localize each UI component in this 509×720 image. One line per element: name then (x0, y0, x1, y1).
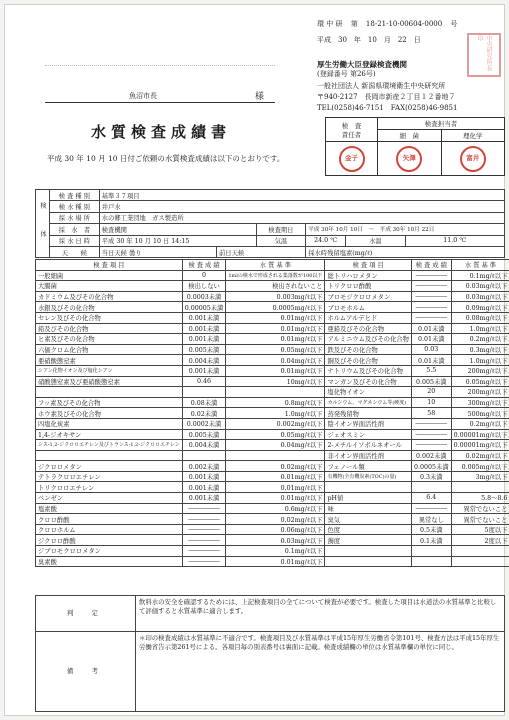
right-standard: 300mg/ℓ以下 (451, 397, 509, 408)
left-standard: 検出されないこと (226, 281, 325, 292)
right-result: 10 (411, 397, 451, 408)
right-item: pH値 (325, 493, 412, 504)
left-item: 四塩化炭素 (36, 418, 183, 429)
meta-label: 天 候 (50, 246, 100, 257)
table-row (36, 450, 509, 461)
meta-label: 検 水 種 別 (50, 201, 100, 212)
sample-info-table (35, 189, 505, 258)
table-row (36, 323, 509, 334)
table-row (36, 397, 509, 408)
right-result (411, 556, 451, 567)
report-number-value: 18-21-10-00604-0000 (365, 20, 443, 28)
right-standard: 3mg/ℓ以下 (451, 471, 509, 482)
left-item (36, 450, 183, 461)
addressee-upper-line (45, 65, 275, 66)
right-item: ジェオスミン (325, 429, 412, 440)
right-item: 蒸発残留物 (325, 408, 412, 419)
responsible-label: 検 査 責任者 (326, 118, 378, 142)
left-item: テトラクロロエチレン (36, 471, 183, 482)
report-number (317, 19, 457, 29)
weather-prev: 前日天候 (216, 246, 305, 257)
right-result: ――――― (411, 503, 451, 514)
left-item: 硝酸態窒素及び亜硝酸態窒素 (36, 376, 183, 387)
right-standard: 0.2mg/ℓ以下 (451, 418, 509, 429)
seal-cell-2 (378, 142, 442, 176)
sample-section-label: 検 体 (36, 190, 50, 258)
left-result: ――――― (182, 546, 226, 557)
left-standard: 0.01mg/ℓ以下 (226, 471, 325, 482)
right-result: ――――― (411, 440, 451, 451)
right-result: ――――― (411, 418, 451, 429)
left-item: 大腸菌 (36, 281, 183, 292)
right-standard: 異常でないこと (451, 514, 509, 525)
right-item: 総トリハロメタン (325, 270, 412, 281)
right-item: 亜鉛及びその化合物 (325, 323, 412, 334)
role-chemistry: 理化学 (441, 130, 505, 142)
water-temp-value: 11.0 ℃ (405, 235, 504, 246)
issuer-line4: 〒940-2127 長岡市新産２丁目１２番地７ (317, 93, 456, 101)
left-standard (226, 450, 325, 461)
residual-chlorine-label: 採水時残留塩素(mg/ℓ) (306, 246, 505, 257)
right-standard: 0.1mg/ℓ以下 (451, 270, 509, 281)
right-item: アルミニウム及びその化合物 (325, 334, 412, 345)
sampling-datetime: 平成 30 年 10 月 10 日 14:15 (99, 235, 256, 246)
right-standard: 0.02mg/ℓ以下 (451, 450, 509, 461)
left-result: 0.02未満 (182, 408, 226, 419)
table-row (36, 355, 509, 366)
column-header: 水 質 基 準 (451, 260, 509, 271)
table-row (36, 281, 509, 292)
right-item: 色度 (325, 524, 412, 535)
inspection-period-label: 検査期日 (256, 224, 306, 235)
left-standard: 0.06mg/ℓ以下 (226, 524, 325, 535)
right-standard: 1.0mg/ℓ以下 (451, 323, 509, 334)
left-result: ――――― (182, 514, 226, 525)
left-result: 0.004未満 (182, 355, 226, 366)
right-item (325, 482, 412, 493)
table-row (36, 440, 509, 451)
right-result: 0.03 (411, 344, 451, 355)
left-result: 0.46 (182, 376, 226, 387)
meta-label: 採 水 日 時 (50, 235, 100, 246)
inspector-table (325, 117, 505, 176)
column-header: 検 査 項 目 (325, 260, 412, 271)
left-item: 六価クロム化合物 (36, 344, 183, 355)
left-result: 0.001未満 (182, 365, 226, 376)
column-header: 水 質 基 準 (226, 260, 325, 271)
right-item (325, 546, 412, 557)
results-table (35, 259, 509, 567)
left-result: 検出しない (182, 281, 226, 292)
column-header: 検 査 成 績 (182, 260, 226, 271)
right-item: マンガン及びその化合物 (325, 376, 412, 387)
left-result (182, 450, 226, 461)
table-row (36, 503, 509, 514)
addressee-name: 魚沼市長 (129, 92, 157, 100)
right-item: 非イオン界面活性剤 (325, 450, 412, 461)
meta-value: 水の郷工業団地 ガス製造所 (99, 212, 504, 223)
right-standard (451, 556, 509, 567)
seal-cell-3 (441, 142, 505, 176)
right-item: 塩化物イオン (325, 387, 412, 398)
left-standard: 0.01mg/ℓ以下 (226, 556, 325, 567)
right-item: 銅及びその化合物 (325, 355, 412, 366)
left-standard: 0.05mg/ℓ以下 (226, 429, 325, 440)
left-standard: 0.01mg/ℓ以下 (226, 323, 325, 334)
left-item: 1,4-ジオキサン (36, 429, 183, 440)
issuer-line3: 一般社団法人 新潟県環境衛生中央研究所 (317, 82, 446, 90)
left-standard: 0.03mg/ℓ以下 (226, 535, 325, 546)
left-result: 0.0002未満 (182, 418, 226, 429)
left-result: 0.001未満 (182, 493, 226, 504)
remarks-text: ＊印の検査成績は水質基準に不適合です。検査項目及び水質基準は平成15年厚生労働省令第101号、検査方法は平成15年厚生労働省告示第261号による。各項目毎の別表番号は裏面に記載。検査成績欄の単位は水質基準欄の単位に同じ。 (136, 632, 505, 712)
official-stamp: 中央研究所長印 (467, 33, 501, 77)
left-item: ベンゼン (36, 493, 183, 504)
table-row (36, 418, 509, 429)
right-standard: 2度以下 (451, 535, 509, 546)
right-standard: 異常でないこと (451, 503, 509, 514)
role-bacteria: 細 菌 (378, 130, 442, 142)
table-row (36, 387, 509, 398)
left-item: 臭素酸 (36, 556, 183, 567)
left-result: 0.001未満 (182, 471, 226, 482)
table-row (36, 556, 509, 567)
right-result: ――――― (411, 291, 451, 302)
right-result: 20 (411, 387, 451, 398)
left-standard: 0.01mg/ℓ以下 (226, 334, 325, 345)
left-standard: 0.0005mg/ℓ以下 (226, 302, 325, 313)
right-item: 陰イオン界面活性剤 (325, 418, 412, 429)
right-standard: 5度以下 (451, 524, 509, 535)
table-row (36, 546, 509, 557)
addressee (45, 89, 275, 103)
left-item: シアン化物イオン及び塩化シアン (36, 365, 183, 376)
left-item: ジクロロ酢酸 (36, 535, 183, 546)
left-standard: 1.0mg/ℓ以下 (226, 408, 325, 419)
left-result: 0.00005未満 (182, 302, 226, 313)
right-result: ――――― (411, 281, 451, 292)
table-row (36, 429, 509, 440)
right-item (325, 556, 412, 567)
right-standard: 0.2mg/ℓ以下 (451, 334, 509, 345)
right-item: ブロモジクロロメタン (325, 291, 412, 302)
left-item: クロロ酢酸 (36, 514, 183, 525)
left-item: シス-1,2-ジクロロエチレン及びトランス-1,2-ジクロロエチレン (36, 440, 183, 451)
left-item: 亜硝酸態窒素 (36, 355, 183, 366)
meta-value: 検査機関 (99, 224, 256, 235)
left-standard (226, 387, 325, 398)
right-standard: 0.3mg/ℓ以下 (451, 344, 509, 355)
right-result: 異常なし (411, 514, 451, 525)
table-row (36, 461, 509, 472)
report-number-label: 第 (350, 20, 358, 28)
left-standard: 0.02mg/ℓ以下 (226, 461, 325, 472)
table-row (36, 365, 509, 376)
report-page (4, 4, 508, 716)
left-item: ヒ素及びその化合物 (36, 334, 183, 345)
right-standard: 500mg/ℓ以下 (451, 408, 509, 419)
left-result: 0.08未満 (182, 397, 226, 408)
issuer-line5: TEL(0258)46-7151 FAX(0258)46-9851 (317, 104, 458, 112)
right-standard: 0.00001mg/ℓ以下 (451, 429, 509, 440)
left-result: ――――― (182, 556, 226, 567)
meta-label: 採 水 場 所 (50, 212, 100, 223)
right-item: カルシウム、マグネシウム等(硬度) (325, 397, 412, 408)
left-result: 0.001未満 (182, 312, 226, 323)
right-result: 0.3未満 (411, 471, 451, 482)
left-item: ジクロロメタン (36, 461, 183, 472)
judgment-table (35, 595, 505, 712)
left-standard: 0.01mg/ℓ以下 (226, 493, 325, 504)
left-result: ――――― (182, 524, 226, 535)
right-result: 0.005未満 (411, 376, 451, 387)
right-standard: 1.0mg/ℓ以下 (451, 355, 509, 366)
results-header-row (36, 260, 509, 271)
left-standard: 0.01mg/ℓ以下 (226, 312, 325, 323)
left-standard: 1mlの検水で形成される集落数が100以下 (226, 270, 325, 281)
table-row (36, 376, 509, 387)
right-result: ――――― (411, 312, 451, 323)
right-standard: 0.03mg/ℓ以下 (451, 291, 509, 302)
table-row (36, 482, 509, 493)
seal-stamp-icon: 矢澤 (396, 146, 422, 172)
right-item: 味 (325, 503, 412, 514)
column-header: 検 査 項 目 (36, 260, 183, 271)
right-result: 58 (411, 408, 451, 419)
right-item: 濁度 (325, 535, 412, 546)
left-standard: 0.05mg/ℓ以下 (226, 344, 325, 355)
left-result: 0.001未満 (182, 323, 226, 334)
table-row (36, 270, 509, 281)
table-row (36, 535, 509, 546)
right-result: ――――― (411, 429, 451, 440)
air-temp-label: 気温 (256, 235, 306, 246)
remarks-label: 備 考 (36, 632, 136, 712)
right-item: 2-メチルイソボルネオール (325, 440, 412, 451)
right-standard (451, 482, 509, 493)
left-item: 塩素酸 (36, 503, 183, 514)
table-row (36, 493, 509, 504)
left-result: 0.0003未満 (182, 291, 226, 302)
right-result: 0.01未満 (411, 323, 451, 334)
left-item: フッ素及びその化合物 (36, 397, 183, 408)
report-date: 平成 30 年 10 月 22 日 (317, 36, 421, 44)
right-item: 鉄及びその化合物 (325, 344, 412, 355)
right-result: 0.01未満 (411, 334, 451, 345)
column-header: 検 査 成 績 (411, 260, 451, 271)
table-row (36, 291, 509, 302)
right-item: 臭気 (325, 514, 412, 525)
report-number-suffix: 号 (450, 20, 458, 28)
right-item: フェノール類 (325, 461, 412, 472)
page-title: 水質検査成績書 (91, 123, 232, 141)
right-standard: 5.8～8.6 (451, 493, 509, 504)
left-standard: 10mg/ℓ以下 (226, 376, 325, 387)
right-standard (451, 546, 509, 557)
inspection-period-value: 平成 30年 10月 10日 ～ 平成 30年 10月 22日 (306, 224, 505, 235)
table-row (36, 471, 509, 482)
right-result: 0.002未満 (411, 450, 451, 461)
left-item: ジブロモクロロメタン (36, 546, 183, 557)
left-result: 0.005未満 (182, 429, 226, 440)
staff-label: 検査担当者 (378, 118, 505, 130)
left-result: 0 (182, 270, 226, 281)
left-result: 0.001未満 (182, 482, 226, 493)
meta-label: 採 水 者 (50, 224, 100, 235)
left-item: 鉛及びその化合物 (36, 323, 183, 334)
right-result (411, 482, 451, 493)
table-row (36, 344, 509, 355)
left-standard: 0.01mg/ℓ以下 (226, 482, 325, 493)
right-standard: 0.03mg/ℓ以下 (451, 281, 509, 292)
left-result (182, 387, 226, 398)
left-standard: 0.04mg/ℓ以下 (226, 440, 325, 451)
right-standard: 0.005mg/ℓ以下 (451, 461, 509, 472)
left-standard: 0.8mg/ℓ以下 (226, 397, 325, 408)
right-result: 0.0005未満 (411, 461, 451, 472)
left-standard: 0.002mg/ℓ以下 (226, 418, 325, 429)
right-result: 0.1未満 (411, 535, 451, 546)
left-item (36, 387, 183, 398)
left-item: トリクロロエチレン (36, 482, 183, 493)
meta-label: 検 査 種 別 (50, 190, 100, 201)
left-standard: 0.003mg/ℓ以下 (226, 291, 325, 302)
right-standard: 0.00001mg/ℓ以下 (451, 440, 509, 451)
left-result: 0.004未満 (182, 440, 226, 451)
seal-stamp-icon: 富井 (460, 146, 486, 172)
right-standard: 0.08mg/ℓ以下 (451, 312, 509, 323)
right-result: ――――― (411, 302, 451, 313)
right-result: 6.4 (411, 493, 451, 504)
right-standard: 200mg/ℓ以下 (451, 365, 509, 376)
left-item: クロロホルム (36, 524, 183, 535)
right-result: 5.5 (411, 365, 451, 376)
right-standard: 0.05mg/ℓ以下 (451, 376, 509, 387)
right-result: ――――― (411, 270, 451, 281)
seal-stamp-icon: 金子 (339, 146, 365, 172)
right-result: 0.5未満 (411, 524, 451, 535)
judgment-label: 判 定 (36, 596, 136, 632)
left-result: 0.001未満 (182, 334, 226, 345)
left-result: ――――― (182, 535, 226, 546)
left-result: 0.005未満 (182, 344, 226, 355)
right-item: ナトリウム及びその化合物 (325, 365, 412, 376)
right-standard: 200mg/ℓ以下 (451, 387, 509, 398)
right-item: ホルムアルデヒド (325, 312, 412, 323)
left-item: 水銀及びその化合物 (36, 302, 183, 313)
issuer-line1: 厚生労働大臣登録検査機関 (317, 60, 407, 69)
issuer-line2: (登録番号 第26号) (317, 70, 376, 78)
meta-value: 井戸水 (99, 201, 504, 212)
left-item: 一般細菌 (36, 270, 183, 281)
right-result: 0.01未満 (411, 355, 451, 366)
right-result (411, 546, 451, 557)
left-standard: 0.02mg/ℓ以下 (226, 514, 325, 525)
table-row (36, 302, 509, 313)
table-row (36, 334, 509, 345)
air-temp-value: 24.0 ℃ (306, 235, 346, 246)
meta-value: 基準３７項目 (99, 190, 504, 201)
right-standard: 0.09mg/ℓ以下 (451, 302, 509, 313)
left-item: ホウ素及びその化合物 (36, 408, 183, 419)
seal-cell-1 (326, 142, 378, 176)
left-result: ――――― (182, 503, 226, 514)
left-standard: 0.04mg/ℓ以下 (226, 355, 325, 366)
left-standard: 0.01mg/ℓ以下 (226, 365, 325, 376)
table-row (36, 312, 509, 323)
table-row (36, 514, 509, 525)
left-result: 0.002未満 (182, 461, 226, 472)
intro-text: 平成 30 年 10 月 10 日付ご依頼の水質検査成績は以下のとおりです。 (47, 154, 285, 163)
left-standard: 0.1mg/ℓ以下 (226, 546, 325, 557)
table-row (36, 524, 509, 535)
report-number-prefix: 環 中 研 (317, 20, 343, 28)
judgment-text: 飲料水の安全を確認するためには、上記検査項目の全てについて検査が必要です。検査した項目は水道法の水質基準と比較して評価すると水質基準に適合します。 (136, 596, 505, 632)
right-item: トリクロロ酢酸 (325, 281, 412, 292)
addressee-honorific: 様 (255, 92, 265, 102)
right-item: ブロモホルム (325, 302, 412, 313)
table-row (36, 408, 509, 419)
right-item: 有機物(全有機炭素(TOC)の量) (325, 471, 412, 482)
left-standard: 0.6mg/ℓ以下 (226, 503, 325, 514)
weather-today: 当日天候 曇り (99, 246, 216, 257)
water-temp-label: 水温 (346, 235, 406, 246)
left-item: カドミウム及びその化合物 (36, 291, 183, 302)
left-item: セレン及びその化合物 (36, 312, 183, 323)
